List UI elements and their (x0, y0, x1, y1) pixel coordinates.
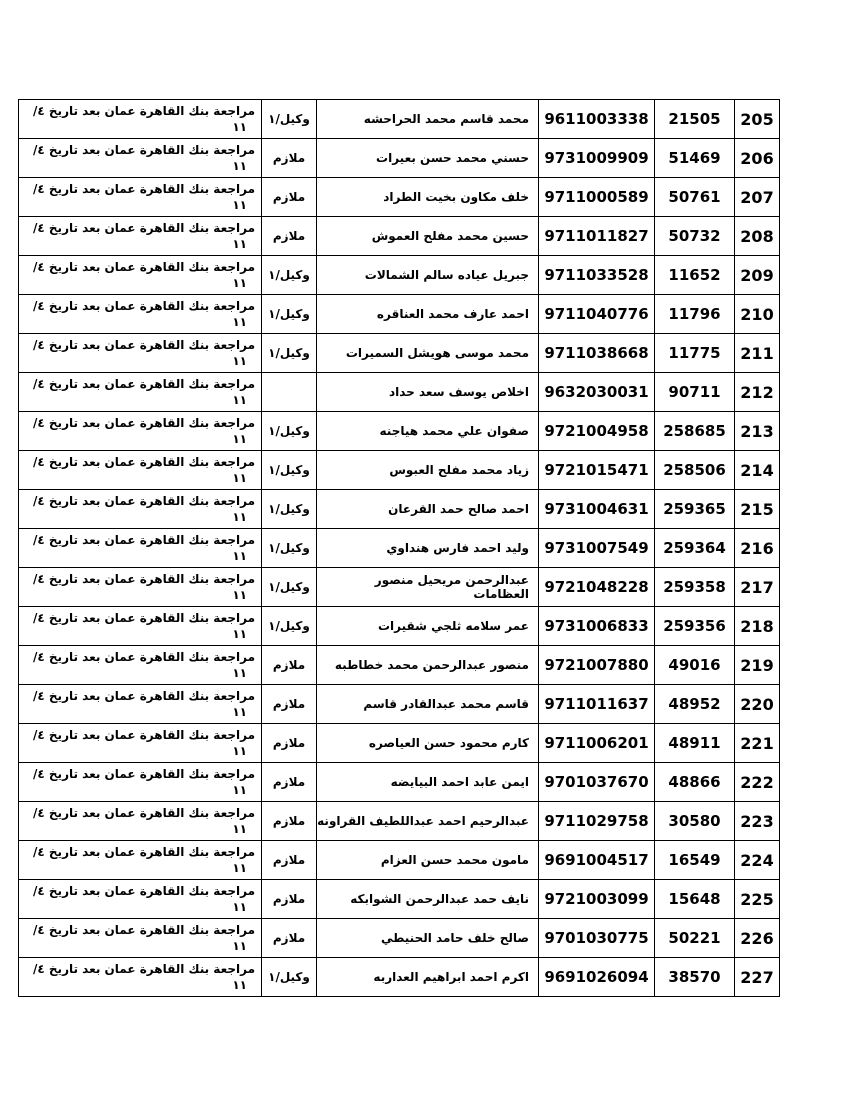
note-date-tail: ١١ (232, 549, 247, 563)
rank-cell: ملازم (262, 217, 317, 256)
employee-number-cell: 49016 (655, 646, 735, 685)
note-date-tail: ١١ (232, 783, 247, 797)
note-text: مراجعة بنك القاهرة عمان بعد تاريخ ٤/ (33, 104, 255, 118)
table-row (19, 802, 780, 841)
note-cell (19, 412, 262, 451)
row-number-cell: 219 (735, 646, 780, 685)
full-name-cell: وليد احمد فارس هنداوي (317, 529, 539, 568)
row-number-cell: 213 (735, 412, 780, 451)
national-id-cell: 9711033528 (539, 256, 655, 295)
note-cell (19, 880, 262, 919)
table-row (19, 451, 780, 490)
note-text: مراجعة بنك القاهرة عمان بعد تاريخ ٤/ (33, 494, 255, 508)
national-id-cell: 9731009909 (539, 139, 655, 178)
rank-cell: ملازم (262, 841, 317, 880)
note-cell (19, 529, 262, 568)
employee-number-cell: 11652 (655, 256, 735, 295)
rank-cell: وكيل/١ (262, 958, 317, 997)
full-name-cell: اكرم احمد ابراهيم العداربه (317, 958, 539, 997)
note-cell (19, 724, 262, 763)
employee-number-cell: 15648 (655, 880, 735, 919)
row-number-cell: 207 (735, 178, 780, 217)
employee-number-cell: 258685 (655, 412, 735, 451)
note-cell (19, 646, 262, 685)
rank-cell: ملازم (262, 724, 317, 763)
rank-cell: وكيل/١ (262, 490, 317, 529)
note-text: مراجعة بنك القاهرة عمان بعد تاريخ ٤/ (33, 845, 255, 859)
note-cell (19, 685, 262, 724)
employee-number-cell: 48911 (655, 724, 735, 763)
national-id-cell: 9711038668 (539, 334, 655, 373)
full-name-cell: حسني محمد حسن بعيرات (317, 139, 539, 178)
full-name-cell: عمر سلامه ثلجي شقيرات (317, 607, 539, 646)
roster-table (18, 99, 780, 997)
rank-cell (262, 373, 317, 412)
employee-number-cell: 51469 (655, 139, 735, 178)
note-date-tail: ١١ (232, 198, 247, 212)
note-text: مراجعة بنك القاهرة عمان بعد تاريخ ٤/ (33, 533, 255, 547)
rank-cell: ملازم (262, 685, 317, 724)
rank-cell: ملازم (262, 178, 317, 217)
note-cell (19, 295, 262, 334)
national-id-cell: 9711011827 (539, 217, 655, 256)
employee-number-cell: 21505 (655, 100, 735, 139)
note-date-tail: ١١ (232, 900, 247, 914)
row-number-cell: 218 (735, 607, 780, 646)
table-row (19, 685, 780, 724)
note-date-tail: ١١ (232, 120, 247, 134)
row-number-cell: 225 (735, 880, 780, 919)
note-text: مراجعة بنك القاهرة عمان بعد تاريخ ٤/ (33, 377, 255, 391)
employee-number-cell: 90711 (655, 373, 735, 412)
note-date-tail: ١١ (232, 276, 247, 290)
employee-number-cell: 38570 (655, 958, 735, 997)
full-name-cell: محمد قاسم محمد الحراحشه (317, 100, 539, 139)
rank-cell: وكيل/١ (262, 295, 317, 334)
table-row (19, 529, 780, 568)
note-text: مراجعة بنك القاهرة عمان بعد تاريخ ٤/ (33, 299, 255, 313)
note-cell (19, 607, 262, 646)
note-date-tail: ١١ (232, 315, 247, 329)
table-row (19, 841, 780, 880)
rank-cell: ملازم (262, 139, 317, 178)
note-cell (19, 841, 262, 880)
note-cell (19, 334, 262, 373)
note-text: مراجعة بنك القاهرة عمان بعد تاريخ ٤/ (33, 338, 255, 352)
table-row (19, 607, 780, 646)
national-id-cell: 9691004517 (539, 841, 655, 880)
note-cell (19, 100, 262, 139)
rank-cell: وكيل/١ (262, 607, 317, 646)
table-row (19, 412, 780, 451)
full-name-cell: قاسم محمد عبدالقادر قاسم (317, 685, 539, 724)
row-number-cell: 222 (735, 763, 780, 802)
rank-cell: وكيل/١ (262, 334, 317, 373)
note-text: مراجعة بنك القاهرة عمان بعد تاريخ ٤/ (33, 884, 255, 898)
note-text: مراجعة بنك القاهرة عمان بعد تاريخ ٤/ (33, 728, 255, 742)
full-name-cell: عبدالرحمن مريحيل منصور العظامات (317, 568, 539, 607)
row-number-cell: 212 (735, 373, 780, 412)
note-text: مراجعة بنك القاهرة عمان بعد تاريخ ٤/ (33, 221, 255, 235)
note-date-tail: ١١ (232, 939, 247, 953)
national-id-cell: 9721003099 (539, 880, 655, 919)
national-id-cell: 9721004958 (539, 412, 655, 451)
rank-cell: وكيل/١ (262, 256, 317, 295)
full-name-cell: عبدالرحيم احمد عبداللطيف القراونه (317, 802, 539, 841)
note-date-tail: ١١ (232, 432, 247, 446)
national-id-cell: 9632030031 (539, 373, 655, 412)
employee-number-cell: 16549 (655, 841, 735, 880)
note-text: مراجعة بنك القاهرة عمان بعد تاريخ ٤/ (33, 962, 255, 976)
note-cell (19, 178, 262, 217)
rank-cell: ملازم (262, 646, 317, 685)
employee-number-cell: 48952 (655, 685, 735, 724)
national-id-cell: 9711040776 (539, 295, 655, 334)
row-number-cell: 210 (735, 295, 780, 334)
employee-number-cell: 50221 (655, 919, 735, 958)
table-row (19, 490, 780, 529)
full-name-cell: حسين محمد مفلح العموش (317, 217, 539, 256)
table-row (19, 568, 780, 607)
row-number-cell: 208 (735, 217, 780, 256)
full-name-cell: صالح خلف حامد الحنيطي (317, 919, 539, 958)
rank-cell: ملازم (262, 880, 317, 919)
national-id-cell: 9731006833 (539, 607, 655, 646)
note-cell (19, 373, 262, 412)
employee-number-cell: 30580 (655, 802, 735, 841)
full-name-cell: ايمن عابد احمد البيايضه (317, 763, 539, 802)
rank-cell: وكيل/١ (262, 100, 317, 139)
note-text: مراجعة بنك القاهرة عمان بعد تاريخ ٤/ (33, 806, 255, 820)
note-text: مراجعة بنك القاهرة عمان بعد تاريخ ٤/ (33, 416, 255, 430)
national-id-cell: 9731004631 (539, 490, 655, 529)
note-text: مراجعة بنك القاهرة عمان بعد تاريخ ٤/ (33, 143, 255, 157)
note-date-tail: ١١ (232, 393, 247, 407)
table-row (19, 646, 780, 685)
note-cell (19, 490, 262, 529)
rank-cell: ملازم (262, 919, 317, 958)
note-cell (19, 217, 262, 256)
national-id-cell: 9721048228 (539, 568, 655, 607)
note-date-tail: ١١ (232, 822, 247, 836)
row-number-cell: 216 (735, 529, 780, 568)
rank-cell: وكيل/١ (262, 568, 317, 607)
table-row (19, 880, 780, 919)
rank-cell: ملازم (262, 802, 317, 841)
rank-cell: وكيل/١ (262, 451, 317, 490)
national-id-cell: 9731007549 (539, 529, 655, 568)
row-number-cell: 224 (735, 841, 780, 880)
note-date-tail: ١١ (232, 354, 247, 368)
employee-number-cell: 48866 (655, 763, 735, 802)
note-text: مراجعة بنك القاهرة عمان بعد تاريخ ٤/ (33, 182, 255, 196)
note-date-tail: ١١ (232, 159, 247, 173)
table-row (19, 763, 780, 802)
national-id-cell: 9711006201 (539, 724, 655, 763)
table-row (19, 919, 780, 958)
full-name-cell: احمد عارف محمد العناقره (317, 295, 539, 334)
national-id-cell: 9611003338 (539, 100, 655, 139)
national-id-cell: 9721007880 (539, 646, 655, 685)
note-date-tail: ١١ (232, 237, 247, 251)
table-row (19, 100, 780, 139)
note-cell (19, 451, 262, 490)
table-row (19, 178, 780, 217)
note-date-tail: ١١ (232, 978, 247, 992)
note-cell (19, 256, 262, 295)
note-text: مراجعة بنك القاهرة عمان بعد تاريخ ٤/ (33, 689, 255, 703)
employee-number-cell: 50761 (655, 178, 735, 217)
national-id-cell: 9701037670 (539, 763, 655, 802)
note-text: مراجعة بنك القاهرة عمان بعد تاريخ ٤/ (33, 611, 255, 625)
national-id-cell: 9711011637 (539, 685, 655, 724)
row-number-cell: 206 (735, 139, 780, 178)
note-text: مراجعة بنك القاهرة عمان بعد تاريخ ٤/ (33, 650, 255, 664)
note-cell (19, 958, 262, 997)
full-name-cell: مامون محمد حسن العزام (317, 841, 539, 880)
row-number-cell: 211 (735, 334, 780, 373)
note-cell (19, 568, 262, 607)
table-row (19, 256, 780, 295)
employee-number-cell: 11775 (655, 334, 735, 373)
full-name-cell: محمد موسى هويشل السميرات (317, 334, 539, 373)
note-date-tail: ١١ (232, 510, 247, 524)
row-number-cell: 223 (735, 802, 780, 841)
employee-number-cell: 259358 (655, 568, 735, 607)
employee-number-cell: 259364 (655, 529, 735, 568)
note-text: مراجعة بنك القاهرة عمان بعد تاريخ ٤/ (33, 455, 255, 469)
employee-number-cell: 50732 (655, 217, 735, 256)
note-cell (19, 763, 262, 802)
employee-number-cell: 258506 (655, 451, 735, 490)
employee-number-cell: 259365 (655, 490, 735, 529)
national-id-cell: 9721015471 (539, 451, 655, 490)
full-name-cell: احمد صالح حمد القرعان (317, 490, 539, 529)
table-row (19, 724, 780, 763)
note-cell (19, 919, 262, 958)
rank-cell: وكيل/١ (262, 412, 317, 451)
national-id-cell: 9711000589 (539, 178, 655, 217)
row-number-cell: 214 (735, 451, 780, 490)
note-text: مراجعة بنك القاهرة عمان بعد تاريخ ٤/ (33, 572, 255, 586)
row-number-cell: 227 (735, 958, 780, 997)
note-date-tail: ١١ (232, 861, 247, 875)
employee-number-cell: 11796 (655, 295, 735, 334)
row-number-cell: 215 (735, 490, 780, 529)
note-date-tail: ١١ (232, 471, 247, 485)
table-row (19, 139, 780, 178)
table-row (19, 295, 780, 334)
row-number-cell: 221 (735, 724, 780, 763)
full-name-cell: نايف حمد عبدالرحمن الشوابكه (317, 880, 539, 919)
note-text: مراجعة بنك القاهرة عمان بعد تاريخ ٤/ (33, 260, 255, 274)
full-name-cell: صفوان علي محمد هياجنه (317, 412, 539, 451)
note-text: مراجعة بنك القاهرة عمان بعد تاريخ ٤/ (33, 767, 255, 781)
table-row (19, 217, 780, 256)
note-date-tail: ١١ (232, 627, 247, 641)
full-name-cell: خلف مكاون بخيت الطراد (317, 178, 539, 217)
roster-table-body (19, 100, 780, 997)
full-name-cell: كارم محمود حسن العياصره (317, 724, 539, 763)
row-number-cell: 205 (735, 100, 780, 139)
full-name-cell: اخلاص يوسف سعد حداد (317, 373, 539, 412)
table-row (19, 958, 780, 997)
note-cell (19, 139, 262, 178)
note-cell (19, 802, 262, 841)
note-date-tail: ١١ (232, 705, 247, 719)
national-id-cell: 9711029758 (539, 802, 655, 841)
national-id-cell: 9691026094 (539, 958, 655, 997)
full-name-cell: زياد محمد مفلح العبوس (317, 451, 539, 490)
row-number-cell: 226 (735, 919, 780, 958)
row-number-cell: 220 (735, 685, 780, 724)
row-number-cell: 217 (735, 568, 780, 607)
table-row (19, 334, 780, 373)
note-date-tail: ١١ (232, 666, 247, 680)
national-id-cell: 9701030775 (539, 919, 655, 958)
table-row (19, 373, 780, 412)
note-date-tail: ١١ (232, 588, 247, 602)
full-name-cell: جبريل عياده سالم الشمالات (317, 256, 539, 295)
row-number-cell: 209 (735, 256, 780, 295)
rank-cell: وكيل/١ (262, 529, 317, 568)
note-text: مراجعة بنك القاهرة عمان بعد تاريخ ٤/ (33, 923, 255, 937)
full-name-cell: منصور عبدالرحمن محمد خطاطبه (317, 646, 539, 685)
rank-cell: ملازم (262, 763, 317, 802)
note-date-tail: ١١ (232, 744, 247, 758)
employee-number-cell: 259356 (655, 607, 735, 646)
